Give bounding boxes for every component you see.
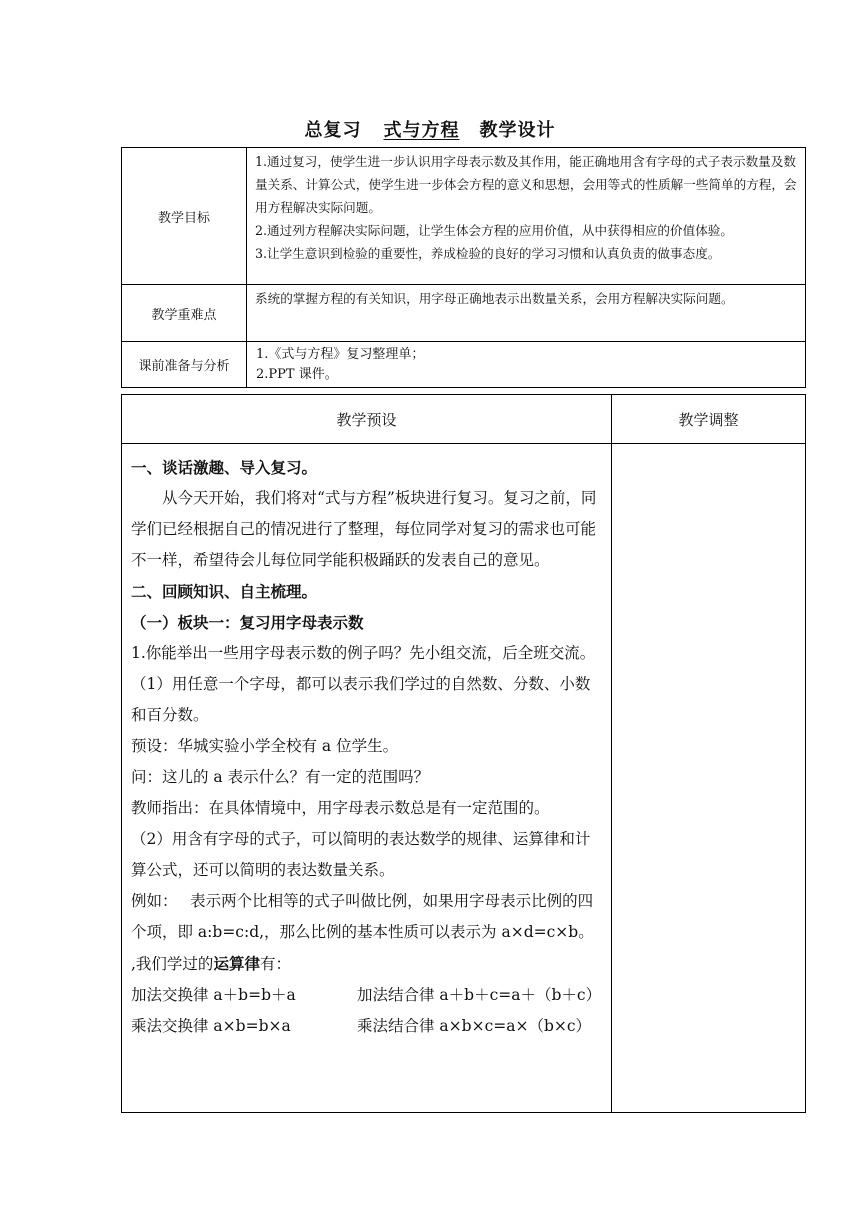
document-title [0, 116, 860, 142]
laws-row-multiplication [131, 1011, 605, 1042]
title-topic: 式与方程 [383, 120, 460, 141]
preparation-item-2: 2.PPT 课件。 [256, 367, 338, 382]
section-2-heading: 二、回顾知识、自主梳理。 [131, 582, 318, 601]
key-points-content: 系统的掌握方程的有关知识，用字母正确地表示出数量关系，会用方程解决实际问题。 [247, 285, 806, 342]
block-1-heading: （一）板块一：复习用字母表示数 [131, 613, 364, 632]
key-points-label: 教学重难点 [122, 285, 247, 342]
objective-2: 2.通过列方程解决实际问题，让学生体会方程的应用价值，从中获得相应的价值体验。 [255, 223, 733, 238]
objective-3: 3.让学生意识到检验的重要性，养成检验的良好的学习习惯和认真负责的做事态度。 [255, 246, 721, 261]
point-1: （1）用任意一个字母，都可以表示我们学过的自然数、分数、小数和百分数。 [131, 675, 591, 724]
plan-column-header: 教学预设 [122, 395, 612, 444]
teacher-question: 问：这儿的 a 表示什么？有一定的范围吗？ [131, 768, 430, 786]
key-points-row [122, 285, 806, 342]
laws-intro: ,我们学过的运算律有： [131, 954, 291, 973]
lesson-plan-content [122, 444, 612, 1113]
objectives-content [247, 148, 806, 285]
objectives-row [122, 148, 806, 285]
preparation-item-1: 1.《式与方程》复习整理单； [256, 347, 425, 362]
lesson-table [121, 394, 806, 1113]
objectives-label: 教学目标 [122, 148, 247, 285]
adjustment-column-header: 教学调整 [612, 395, 806, 444]
preparation-label: 课前准备与分析 [122, 342, 247, 388]
question-1: 1.你能举出一些用字母表示数的例子吗？先小组交流，后全班交流。 [131, 644, 596, 662]
title-suffix: 教学设计 [479, 120, 556, 141]
lesson-body-row [122, 444, 806, 1113]
preparation-content [247, 342, 806, 388]
point-2: （2）用含有字母的式子，可以简明的表达数学的规律、运算律和计算公式，还可以简明的表达数量关系。 [131, 830, 591, 879]
info-table [121, 147, 806, 388]
law-multiplication-commutative: 乘法交换律 a×b=b×a [131, 1017, 291, 1035]
objective-1: 1.通过复习，使学生进一步认识用字母表示数及其作用，能正确地用含有字母的式子表示数量及数量关系、计算公式，使学生进一步体会方程的意义和思想，会用等式的性质解一些简单的方程，会用方程解决实际问题。 [255, 154, 797, 215]
preparation-row [122, 342, 806, 388]
lesson-header-row [122, 395, 806, 444]
law-addition-commutative: 加法交换律 a＋b=b＋a [131, 986, 296, 1004]
lesson-adjustment-content [612, 444, 806, 1113]
section-1-heading: 一、谈话激趣、导入复习。 [131, 458, 318, 477]
law-addition-associative: 加法结合律 a＋b＋c=a＋（b＋c） [357, 986, 602, 1004]
law-multiplication-associative: 乘法结合律 a×b×c=a×（b×c） [357, 1017, 592, 1035]
title-prefix: 总复习 [304, 120, 362, 141]
laws-row-addition [131, 980, 605, 1011]
teacher-note: 教师指出：在具体情境中，用字母表示数总是有一定范围的。 [131, 799, 550, 817]
example-proportion: 例如： 表示两个比相等的式子叫做比例，如果用字母表示比例的四个项，即 a:b=c:d,，那么比例的基本性质可以表示为 a×d=c×b。 [131, 892, 594, 941]
example-preset: 预设：华城实验小学全校有 a 位学生。 [131, 737, 399, 755]
section-1-paragraph: 从今天开始，我们将对“式与方程”板块进行复习。复习之前，同学们已经根据自己的情况进行了整理，每位同学对复习的需求也可能不一样，希望待会儿每位同学能积极踊跃的发表自己的意见。 [131, 489, 597, 569]
